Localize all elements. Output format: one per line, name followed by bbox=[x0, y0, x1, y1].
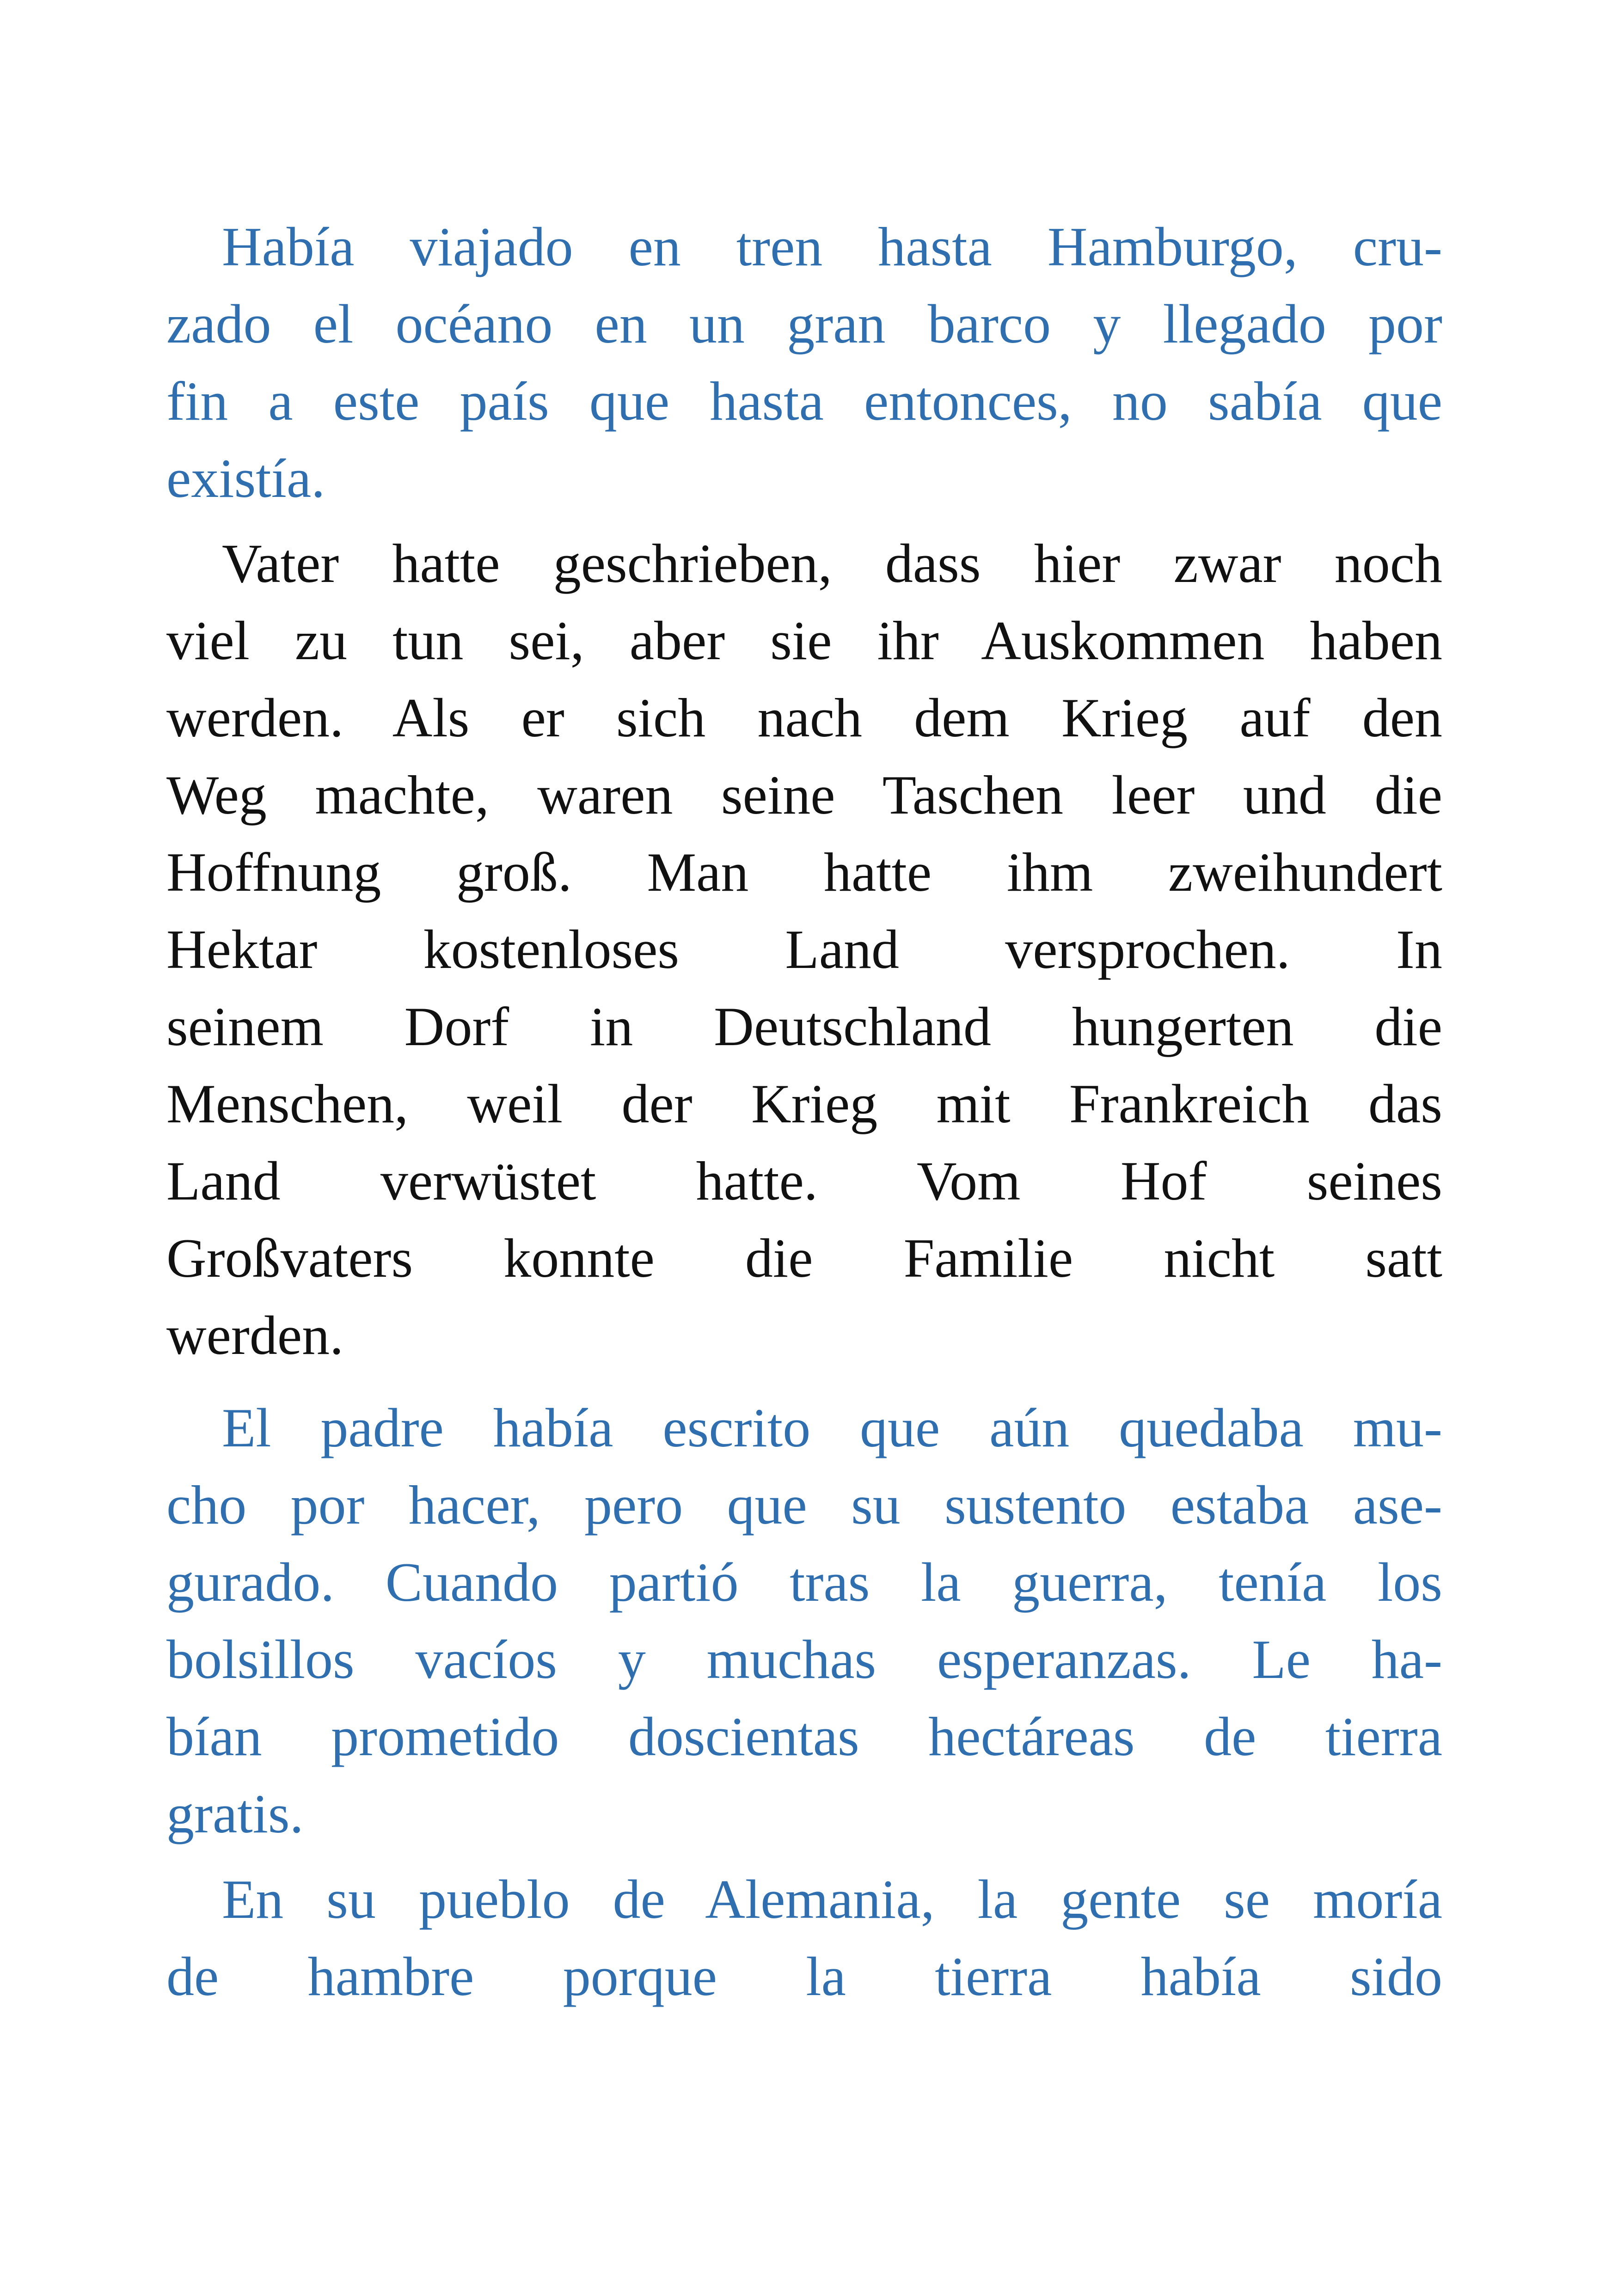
text-line: existía. bbox=[166, 447, 325, 509]
text-line: bolsillos vacíos y muchas esperanzas. Le ha- bbox=[166, 1629, 1442, 1690]
text-line: Había viajado en tren hasta Hamburgo, cru- bbox=[222, 216, 1442, 277]
paragraph-german-1 bbox=[166, 525, 1442, 1374]
paragraph-spanish-1 bbox=[166, 208, 1442, 517]
text-line: werden. bbox=[166, 1304, 344, 1366]
text-line: Großvaters konnte die Familie nicht satt bbox=[166, 1227, 1442, 1289]
text-line: fin a este país que hasta entonces, no sabía que bbox=[166, 370, 1442, 432]
text-line: En su pueblo de Alemania, la gente se moría bbox=[222, 1868, 1442, 1930]
text-line: Vater hatte geschrieben, dass hier zwar noch bbox=[222, 533, 1442, 594]
text-line: seinem Dorf in Deutschland hungerten die bbox=[166, 996, 1442, 1057]
text-line: Land verwüstet hatte. Vom Hof seines bbox=[166, 1150, 1442, 1212]
paragraph-spanish-3 bbox=[166, 1861, 1442, 2015]
paragraph-spanish-2 bbox=[166, 1389, 1442, 1852]
text-line: gratis. bbox=[166, 1783, 304, 1844]
text-line: bían prometido doscientas hectáreas de tierra bbox=[166, 1706, 1442, 1767]
text-line: werden. Als er sich nach dem Krieg auf den bbox=[166, 687, 1442, 748]
text-line: Menschen, weil der Krieg mit Frankreich das bbox=[166, 1073, 1442, 1134]
text-line: cho por hacer, pero que su sustento estaba ase- bbox=[166, 1474, 1442, 1536]
text-line: de hambre porque la tierra había sido bbox=[166, 1946, 1442, 2007]
text-line: Hektar kostenloses Land versprochen. In bbox=[166, 918, 1442, 980]
text-line: zado el océano en un gran barco y llegado por bbox=[166, 293, 1442, 355]
text-line: Hoffnung groß. Man hatte ihm zweihundert bbox=[166, 841, 1442, 903]
text-line: Weg machte, waren seine Taschen leer und die bbox=[166, 764, 1442, 826]
text-line: viel zu tun sei, aber sie ihr Auskommen haben bbox=[166, 610, 1442, 671]
text-line: gurado. Cuando partió tras la guerra, tenía los bbox=[166, 1551, 1442, 1613]
text-line: El padre había escrito que aún quedaba mu- bbox=[222, 1397, 1442, 1458]
